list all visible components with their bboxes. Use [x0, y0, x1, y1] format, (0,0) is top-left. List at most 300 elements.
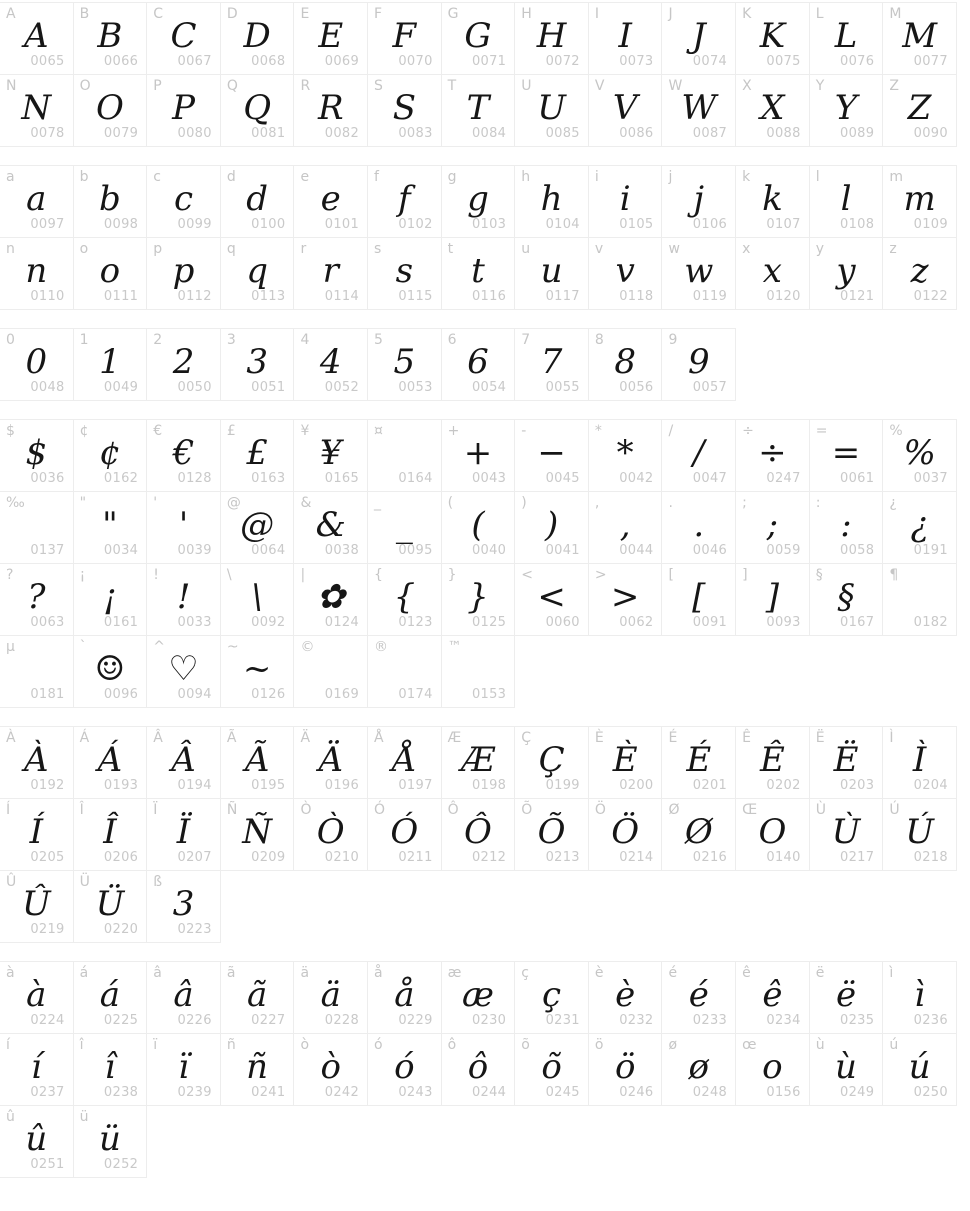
cell-unicode-code: 0054	[471, 380, 507, 395]
cell-character-label: Ø	[668, 802, 680, 818]
cell-character-label: Æ	[447, 730, 462, 746]
cell-unicode-code: 0053	[398, 380, 433, 395]
cell-character-label: B	[79, 6, 90, 22]
cell-unicode-code: 0128	[177, 471, 212, 486]
cell-unicode-code: 0109	[913, 217, 948, 232]
cell-glyph: Ã	[244, 739, 270, 780]
cell-unicode-code: 0069	[324, 54, 360, 69]
character-cell	[220, 237, 295, 310]
cell-glyph: C	[170, 15, 197, 56]
cell-character-label: ê	[742, 965, 751, 981]
character-cell	[293, 1033, 368, 1106]
cell-glyph: D	[243, 15, 271, 56]
cell-character-label: ÷	[742, 423, 754, 439]
section-digits	[0, 328, 970, 400]
cell-glyph: û	[25, 1118, 48, 1159]
cell-unicode-code: 0090	[913, 126, 948, 141]
character-cell	[588, 1033, 663, 1106]
cell-unicode-code: 0088	[766, 126, 801, 141]
cell-character-label: Ê	[742, 730, 751, 746]
cell-character-label: K	[742, 6, 752, 22]
character-cell	[514, 961, 589, 1034]
cell-unicode-code: 0219	[30, 922, 65, 937]
character-cell	[735, 165, 810, 238]
cell-glyph: 9	[687, 341, 710, 382]
character-cell	[809, 1033, 884, 1106]
cell-character-label: ¢	[79, 423, 89, 439]
character-cell	[809, 491, 884, 564]
cell-unicode-code: 0070	[398, 54, 433, 69]
cell-unicode-code: 0105	[619, 217, 654, 232]
cell-glyph: '	[178, 504, 189, 545]
cell-character-label: û	[6, 1109, 15, 1125]
cell-character-label: \	[226, 567, 232, 583]
cell-unicode-code: 0220	[103, 922, 139, 937]
character-cell	[220, 1033, 295, 1106]
cell-unicode-code: 0206	[103, 850, 139, 865]
cell-glyph: !	[176, 576, 191, 617]
cell-character-label: a	[6, 169, 15, 185]
character-cell	[293, 237, 368, 310]
character-cell	[293, 419, 368, 492]
character-cell	[661, 237, 736, 310]
character-cell	[293, 563, 368, 636]
cell-glyph: s	[395, 250, 414, 291]
cell-unicode-code: 0182	[913, 615, 948, 630]
character-cell	[73, 237, 148, 310]
cell-glyph: 0	[25, 341, 48, 382]
cell-unicode-code: 0094	[177, 687, 212, 702]
character-cell	[882, 165, 957, 238]
cell-glyph: õ	[541, 1046, 562, 1087]
cell-character-label: /	[668, 423, 674, 439]
cell-unicode-code: 0099	[177, 217, 212, 232]
cell-glyph: §	[837, 576, 855, 617]
cell-character-label: Ü	[79, 874, 90, 890]
cell-character-label: 5	[374, 332, 383, 348]
cell-character-label: .	[668, 495, 673, 511]
cell-character-label: o	[79, 241, 89, 257]
cell-unicode-code: 0212	[471, 850, 507, 865]
cell-unicode-code: 0229	[398, 1013, 433, 1028]
cell-character-label: ?	[6, 567, 14, 583]
character-cell	[809, 2, 884, 75]
cell-character-label: 8	[594, 332, 604, 348]
cell-glyph: t	[471, 250, 485, 291]
cell-unicode-code: 0068	[251, 54, 286, 69]
cell-character-label: ™	[447, 639, 462, 655]
character-cell	[293, 726, 368, 799]
cell-glyph: Z	[907, 87, 932, 128]
cell-unicode-code: 0195	[251, 778, 286, 793]
cell-unicode-code: 0102	[398, 217, 433, 232]
cell-character-label: D	[226, 6, 238, 22]
character-cell	[220, 961, 295, 1034]
cell-unicode-code: 0238	[103, 1085, 139, 1100]
cell-glyph: \	[251, 576, 263, 617]
cell-glyph: ~	[242, 648, 272, 689]
section-punctuation-symbols	[0, 419, 970, 707]
cell-unicode-code: 0082	[324, 126, 360, 141]
cell-unicode-code: 0095	[398, 543, 433, 558]
cell-glyph: Â	[171, 739, 196, 780]
cell-character-label: j	[668, 169, 673, 185]
cell-character-label: P	[153, 78, 162, 94]
cell-glyph: w	[684, 250, 714, 291]
cell-unicode-code: 0047	[692, 471, 728, 486]
cell-glyph: %	[903, 432, 936, 473]
cell-glyph: Ò	[316, 811, 345, 852]
cell-character-label: {	[374, 567, 383, 583]
cell-glyph: ✿	[316, 576, 345, 617]
cell-unicode-code: 0108	[840, 217, 875, 232]
character-cell	[882, 1033, 957, 1106]
cell-unicode-code: 0224	[30, 1013, 65, 1028]
character-cell	[367, 237, 442, 310]
cell-character-label: (	[447, 495, 454, 511]
character-cell	[809, 798, 884, 871]
cell-glyph: ü	[98, 1118, 121, 1159]
cell-character-label: €	[153, 423, 163, 439]
cell-unicode-code: 0233	[692, 1013, 728, 1028]
cell-glyph: í	[30, 1046, 42, 1087]
cell-glyph: ø	[688, 1046, 710, 1087]
cell-unicode-code: 0252	[103, 1157, 139, 1172]
cell-character-label: ô	[447, 1037, 457, 1053]
cell-character-label: l	[815, 169, 820, 185]
cell-glyph: Ç	[538, 739, 565, 780]
character-cell	[73, 635, 148, 708]
character-cell	[146, 1033, 221, 1106]
cell-unicode-code: 0103	[471, 217, 507, 232]
cell-glyph: Æ	[460, 739, 495, 780]
character-cell	[0, 726, 74, 799]
cell-character-label: U	[521, 78, 532, 94]
cell-character-label: É	[668, 730, 678, 746]
cell-unicode-code: 0197	[398, 778, 433, 793]
cell-character-label: Y	[815, 78, 825, 94]
character-cell	[73, 165, 148, 238]
cell-character-label: œ	[742, 1037, 757, 1053]
cell-unicode-code: 0234	[766, 1013, 801, 1028]
cell-character-label: q	[226, 241, 236, 257]
cell-character-label: ¤	[374, 423, 383, 439]
character-cell	[73, 798, 148, 871]
cell-unicode-code: 0226	[177, 1013, 212, 1028]
cell-glyph: Y	[834, 87, 858, 128]
character-cell	[293, 798, 368, 871]
character-cell	[882, 798, 957, 871]
cell-glyph: ï	[178, 1046, 189, 1087]
cell-glyph: Ñ	[242, 811, 272, 852]
cell-character-label: Ò	[300, 802, 312, 818]
cell-unicode-code: 0121	[840, 289, 875, 304]
cell-character-label: Ë	[815, 730, 825, 746]
cell-unicode-code: 0198	[471, 778, 507, 793]
cell-unicode-code: 0078	[30, 126, 65, 141]
cell-glyph: −	[537, 432, 566, 473]
cell-unicode-code: 0037	[913, 471, 948, 486]
cell-unicode-code: 0156	[766, 1085, 801, 1100]
cell-character-label: O	[79, 78, 91, 94]
character-cell	[0, 419, 74, 492]
cell-glyph: }	[467, 576, 489, 617]
character-cell	[735, 419, 810, 492]
cell-unicode-code: 0115	[398, 289, 433, 304]
character-cell	[367, 491, 442, 564]
cell-unicode-code: 0117	[545, 289, 580, 304]
cell-unicode-code: 0242	[324, 1085, 360, 1100]
character-cell	[0, 635, 74, 708]
cell-character-label: ã	[226, 965, 236, 981]
cell-unicode-code: 0057	[692, 380, 728, 395]
cell-character-label: A	[6, 6, 16, 22]
cell-glyph: A	[24, 15, 49, 56]
character-cell	[661, 961, 736, 1034]
cell-unicode-code: 0114	[324, 289, 360, 304]
cell-glyph: p	[172, 250, 195, 291]
cell-unicode-code: 0111	[103, 289, 139, 304]
character-cell	[293, 74, 368, 147]
cell-unicode-code: 0214	[619, 850, 654, 865]
cell-character-label: f	[374, 169, 379, 185]
cell-character-label: e	[300, 169, 310, 185]
cell-glyph: P	[172, 87, 195, 128]
cell-character-label: E	[300, 6, 310, 22]
cell-glyph: V	[612, 87, 638, 128]
cell-glyph: £	[246, 432, 268, 473]
character-cell	[661, 798, 736, 871]
character-cell	[661, 419, 736, 492]
cell-character-label: Ú	[889, 802, 900, 818]
cell-unicode-code: 0044	[619, 543, 654, 558]
cell-glyph: ♡	[168, 648, 199, 689]
cell-unicode-code: 0079	[103, 126, 139, 141]
cell-character-label: ç	[521, 965, 529, 981]
cell-unicode-code: 0140	[766, 850, 801, 865]
cell-glyph: ÷	[758, 432, 787, 473]
cell-unicode-code: 0232	[619, 1013, 654, 1028]
cell-unicode-code: 0116	[471, 289, 507, 304]
cell-unicode-code: 0119	[692, 289, 728, 304]
cell-unicode-code: 0248	[692, 1085, 728, 1100]
cell-unicode-code: 0059	[766, 543, 801, 558]
character-cell	[588, 961, 663, 1034]
cell-glyph: k	[762, 178, 783, 219]
cell-unicode-code: 0096	[103, 687, 139, 702]
cell-character-label: ‰	[6, 495, 25, 511]
character-cell	[367, 1033, 442, 1106]
cell-character-label: i	[594, 169, 599, 185]
character-cell	[735, 74, 810, 147]
character-cell	[735, 1033, 810, 1106]
character-cell	[661, 726, 736, 799]
character-cell	[220, 74, 295, 147]
character-cell	[0, 491, 74, 564]
cell-character-label: µ	[6, 639, 15, 655]
cell-unicode-code: 0104	[545, 217, 580, 232]
character-cell	[293, 961, 368, 1034]
cell-unicode-code: 0161	[103, 615, 139, 630]
cell-glyph: Ï	[176, 811, 191, 852]
cell-glyph: Õ	[537, 811, 566, 852]
cell-unicode-code: 0239	[177, 1085, 212, 1100]
character-cell	[146, 328, 221, 401]
character-cell	[514, 563, 589, 636]
cell-character-label: g	[447, 169, 457, 185]
cell-glyph: è	[615, 974, 636, 1015]
character-cell	[146, 563, 221, 636]
character-cell	[0, 1033, 74, 1106]
cell-glyph: F	[392, 15, 417, 56]
cell-glyph: ä	[320, 974, 341, 1015]
cell-unicode-code: 0067	[177, 54, 212, 69]
cell-unicode-code: 0174	[398, 687, 433, 702]
cell-glyph: (	[471, 504, 485, 545]
cell-character-label: R	[300, 78, 311, 94]
cell-unicode-code: 0191	[913, 543, 948, 558]
cell-unicode-code: 0211	[398, 850, 433, 865]
cell-character-label: [	[668, 567, 674, 583]
character-cell	[220, 165, 295, 238]
cell-glyph: T	[466, 87, 490, 128]
character-cell	[882, 961, 957, 1034]
cell-unicode-code: 0085	[545, 126, 580, 141]
cell-glyph: g	[467, 178, 489, 219]
cell-unicode-code: 0118	[619, 289, 654, 304]
character-cell	[367, 328, 442, 401]
cell-glyph: =	[831, 432, 861, 473]
cell-character-label: w	[668, 241, 680, 257]
cell-glyph: h	[540, 178, 563, 219]
cell-glyph: f	[398, 178, 411, 219]
cell-glyph: ¢	[99, 432, 121, 473]
cell-character-label: )	[521, 495, 527, 511]
cell-glyph: b	[99, 178, 121, 219]
cell-unicode-code: 0106	[692, 217, 728, 232]
character-cell	[0, 1105, 74, 1178]
cell-unicode-code: 0046	[692, 543, 728, 558]
cell-glyph: x	[762, 250, 782, 291]
cell-character-label: ©	[300, 639, 315, 655]
cell-glyph: ,	[619, 504, 631, 545]
cell-unicode-code: 0097	[30, 217, 65, 232]
cell-unicode-code: 0196	[324, 778, 360, 793]
cell-glyph: i	[619, 178, 631, 219]
cell-character-label: À	[6, 730, 16, 746]
cell-unicode-code: 0125	[471, 615, 507, 630]
character-cell	[514, 419, 589, 492]
character-cell	[735, 961, 810, 1034]
cell-character-label: ]	[742, 567, 748, 583]
cell-glyph: y	[836, 250, 856, 291]
cell-glyph: _	[395, 504, 413, 545]
character-cell	[73, 726, 148, 799]
character-cell	[146, 961, 221, 1034]
character-cell	[735, 798, 810, 871]
character-cell	[514, 74, 589, 147]
section-uppercase-basic	[0, 2, 970, 146]
character-cell	[0, 328, 74, 401]
character-cell	[220, 798, 295, 871]
cell-glyph: 7	[540, 341, 563, 382]
cell-unicode-code: 0058	[840, 543, 875, 558]
cell-glyph: a	[26, 178, 47, 219]
cell-unicode-code: 0092	[251, 615, 286, 630]
cell-character-label: ¿	[889, 495, 897, 511]
character-cell	[882, 726, 957, 799]
cell-unicode-code: 0167	[840, 615, 875, 630]
cell-unicode-code: 0163	[251, 471, 286, 486]
character-cell	[293, 328, 368, 401]
character-cell	[514, 726, 589, 799]
character-cell	[146, 726, 221, 799]
character-cell	[809, 74, 884, 147]
cell-character-label: t	[447, 241, 454, 257]
cell-unicode-code: 0074	[692, 54, 728, 69]
cell-unicode-code: 0073	[619, 54, 654, 69]
cell-glyph: ñ	[246, 1046, 269, 1087]
cell-glyph: N	[21, 87, 52, 128]
cell-glyph: I	[618, 15, 632, 56]
cell-character-label: c	[153, 169, 161, 185]
cell-character-label: î	[79, 1037, 84, 1053]
character-cell	[441, 2, 516, 75]
cell-glyph: O	[95, 87, 124, 128]
cell-unicode-code: 0042	[619, 471, 654, 486]
cell-glyph: É	[686, 739, 712, 780]
cell-character-label: ñ	[226, 1037, 236, 1053]
character-cell	[367, 635, 442, 708]
cell-glyph: È	[612, 739, 638, 780]
character-cell	[220, 419, 295, 492]
character-cell	[441, 491, 516, 564]
cell-character-label: Ç	[521, 730, 532, 746]
cell-character-label: Ï	[153, 802, 158, 818]
cell-glyph: à	[26, 974, 47, 1015]
cell-character-label: r	[300, 241, 307, 257]
cell-character-label: Î	[79, 802, 84, 818]
cell-character-label: Å	[374, 730, 384, 746]
character-cell	[220, 491, 295, 564]
cell-character-label: ü	[79, 1109, 89, 1125]
cell-glyph: Ê	[759, 739, 785, 780]
cell-glyph: X	[760, 87, 785, 128]
cell-character-label: p	[153, 241, 163, 257]
cell-glyph: v	[615, 250, 635, 291]
cell-character-label: ®	[374, 639, 389, 655]
cell-unicode-code: 0200	[619, 778, 654, 793]
cell-unicode-code: 0162	[103, 471, 139, 486]
cell-character-label: Ì	[889, 730, 894, 746]
character-cell	[441, 798, 516, 871]
character-cell	[73, 419, 148, 492]
cell-unicode-code: 0164	[398, 471, 433, 486]
cell-glyph: W	[681, 87, 717, 128]
cell-character-label: y	[815, 241, 824, 257]
cell-character-label: L	[815, 6, 824, 22]
cell-unicode-code: 0223	[177, 922, 212, 937]
cell-unicode-code: 0063	[30, 615, 65, 630]
cell-unicode-code: 0236	[913, 1013, 948, 1028]
character-cell	[588, 237, 663, 310]
character-cell	[146, 237, 221, 310]
character-cell	[588, 491, 663, 564]
character-cell	[0, 2, 74, 75]
cell-glyph: Ø	[684, 811, 713, 852]
cell-character-label: õ	[521, 1037, 530, 1053]
character-cell	[73, 74, 148, 147]
